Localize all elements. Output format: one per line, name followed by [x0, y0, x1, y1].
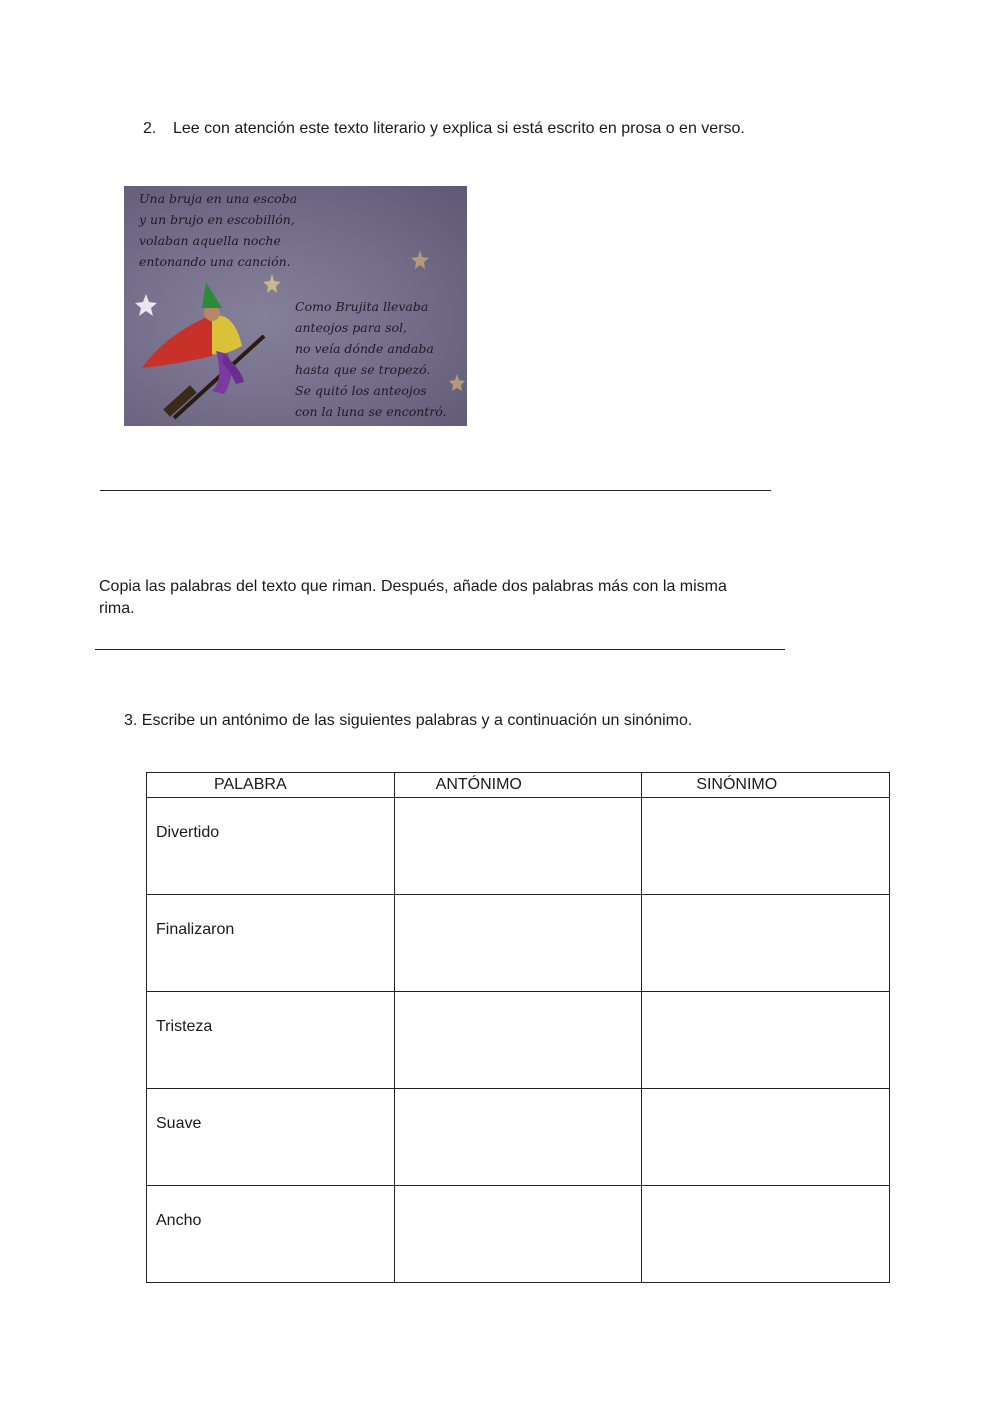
table-row	[147, 895, 890, 992]
poem-illustration	[124, 186, 467, 426]
antonym-answer-cell[interactable]	[394, 798, 642, 895]
header-palabra: PALABRA	[147, 773, 395, 798]
rhyme-task-text: Copia las palabras del texto que riman. Después, añade dos palabras más con la misma rima.	[99, 578, 727, 617]
question-2	[143, 120, 745, 138]
poem-stanza-2: Como Brujita llevaba anteojos para sol, no veía dónde andaba hasta que se tropezó. Se quitó los anteojos con la luna se encontró.	[295, 299, 447, 419]
table-header-row	[147, 773, 890, 798]
synonym-answer-cell[interactable]	[642, 992, 890, 1089]
synonym-answer-cell[interactable]	[642, 1186, 890, 1283]
answer-line[interactable]	[100, 490, 771, 491]
synonym-answer-cell[interactable]	[642, 895, 890, 992]
question-number: 2.	[143, 120, 157, 137]
word-cell	[147, 1089, 395, 1186]
star-icon	[449, 374, 465, 391]
synonym-answer-cell[interactable]	[642, 798, 890, 895]
word-cell	[147, 992, 395, 1089]
table-row	[147, 1186, 890, 1283]
poem-stanza-1: Una bruja en una escoba y un brujo en escobillón, volaban aquella noche entonando una canción.	[139, 191, 298, 269]
words-table	[146, 772, 890, 1283]
word-label: Divertido	[156, 824, 220, 841]
word-label: Suave	[156, 1115, 202, 1132]
table-row	[147, 992, 890, 1089]
table-row	[147, 798, 890, 895]
table-row	[147, 1089, 890, 1186]
antonym-answer-cell[interactable]	[394, 992, 642, 1089]
word-cell	[147, 895, 395, 992]
question-3-text: 3. Escribe un antónimo de las siguientes palabras y a continuación un sinónimo.	[124, 712, 693, 729]
header-antonimo: ANTÓNIMO	[394, 773, 642, 798]
antonym-answer-cell[interactable]	[394, 1186, 642, 1283]
word-cell	[147, 1186, 395, 1283]
star-icon	[411, 250, 429, 269]
antonym-answer-cell[interactable]	[394, 1089, 642, 1186]
header-sinonimo: SINÓNIMO	[642, 773, 890, 798]
star-icon	[263, 274, 281, 293]
antonym-answer-cell[interactable]	[394, 895, 642, 992]
word-label: Ancho	[156, 1212, 202, 1229]
question-2-text: Lee con atención este texto literario y explica si está escrito en prosa o en verso.	[173, 120, 745, 137]
word-label: Finalizaron	[156, 921, 235, 938]
word-cell	[147, 798, 395, 895]
word-label: Tristeza	[156, 1018, 213, 1035]
star-icon	[135, 294, 157, 316]
answer-line[interactable]	[95, 649, 785, 650]
synonym-answer-cell[interactable]	[642, 1089, 890, 1186]
